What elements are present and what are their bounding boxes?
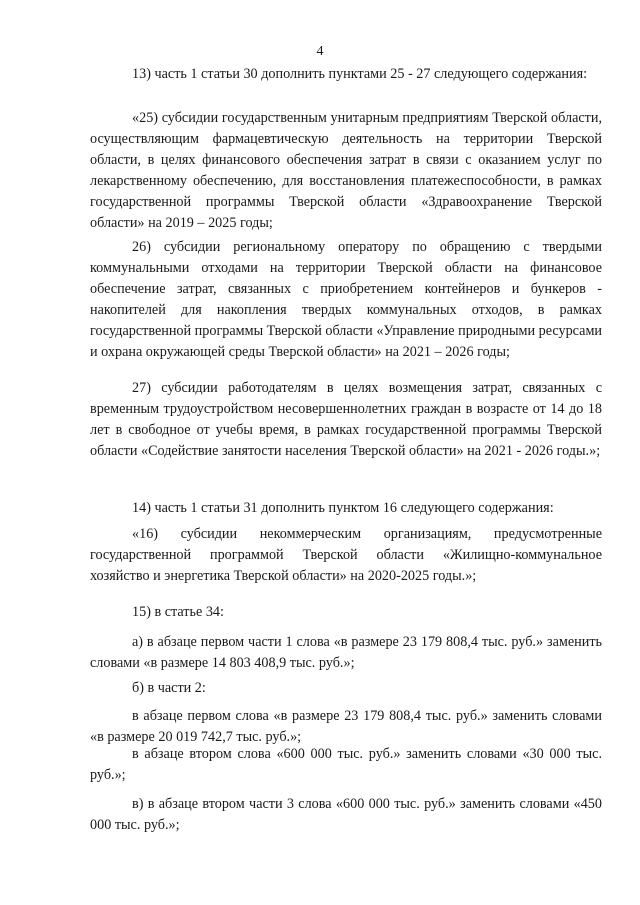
paragraph-b2: в абзаце втором слова «600 000 тыс. руб.» заменить словами «30 000 тыс. руб.»; bbox=[90, 746, 602, 783]
item-v bbox=[90, 794, 602, 836]
item-13 bbox=[90, 64, 602, 85]
paragraph-16: «16) субсидии некоммерческим организациям, предусмотренные государственной программой Тверской области «Жилищно-коммунальное хозяйство и энергетика Тверской области» на 2020-2025 годы.»; bbox=[90, 526, 602, 584]
paragraph-a: а) в абзаце первом части 1 слова «в размере 23 179 808,4 тыс. руб.» заменить словами «в размере 14 803 408,9 тыс. руб.»; bbox=[90, 634, 602, 671]
item-25 bbox=[90, 108, 602, 234]
page-number: 4 bbox=[316, 44, 324, 59]
paragraph-13: 13) часть 1 статьи 30 дополнить пунктами 25 - 27 следующего содержания: bbox=[132, 66, 588, 82]
paragraph-14: 14) часть 1 статьи 31 дополнить пунктом 16 следующего содержания: bbox=[132, 500, 554, 516]
paragraph-26: 26) субсидии региональному оператору по обращению с твердыми коммунальными отходами на территории Тверской области на финансовое обеспечение затрат, связанных с приобретением контейнеров и бункеров - накопителей для накопления твердых коммунальных отходов, в рамках государственной программы Тверской области «Управление природными ресурсами и охрана окружающей среды Тверской области» на 2021 – 2026 годы; bbox=[90, 239, 603, 360]
paragraph-v: в) в абзаце втором части 3 слова «600 000 тыс. руб.» заменить словами «450 000 тыс. руб.»; bbox=[90, 796, 602, 833]
item-26 bbox=[90, 237, 602, 363]
item-b bbox=[90, 678, 602, 699]
item-b1 bbox=[90, 706, 602, 748]
item-16 bbox=[90, 524, 602, 587]
paragraph-b: б) в части 2: bbox=[132, 680, 206, 696]
paragraph-b1: в абзаце первом слова «в размере 23 179 808,4 тыс. руб.» заменить словами «в размере 20 019 742,7 тыс. руб.»; bbox=[90, 708, 602, 745]
item-b2 bbox=[90, 744, 602, 786]
item-14 bbox=[90, 498, 602, 519]
paragraph-25: «25) субсидии государственным унитарным предприятиям Тверской области, осуществляющим фармацевтическую деятельность на территории Тверской области, в целях финансового обеспечения затрат в связи с оказанием услуг по лекарственному обеспечению, для восстановления платежеспособности, в рамках государственной программы Тверской области «Здравоохранение Тверской области» на 2019 – 2025 годы; bbox=[90, 110, 602, 231]
paragraph-27: 27) субсидии работодателям в целях возмещения затрат, связанных с временным трудоустройством несовершеннолетних граждан в возрасте от 14 до 18 лет в свободное от учебы время, в рамках государственной программы Тверской области «Содействие занятости населения Тверской области» на 2021 - 2026 годы.»; bbox=[90, 380, 602, 459]
item-27 bbox=[90, 378, 602, 462]
item-a bbox=[90, 632, 602, 674]
paragraph-15: 15) в статье 34: bbox=[132, 604, 224, 620]
item-15 bbox=[90, 602, 602, 623]
